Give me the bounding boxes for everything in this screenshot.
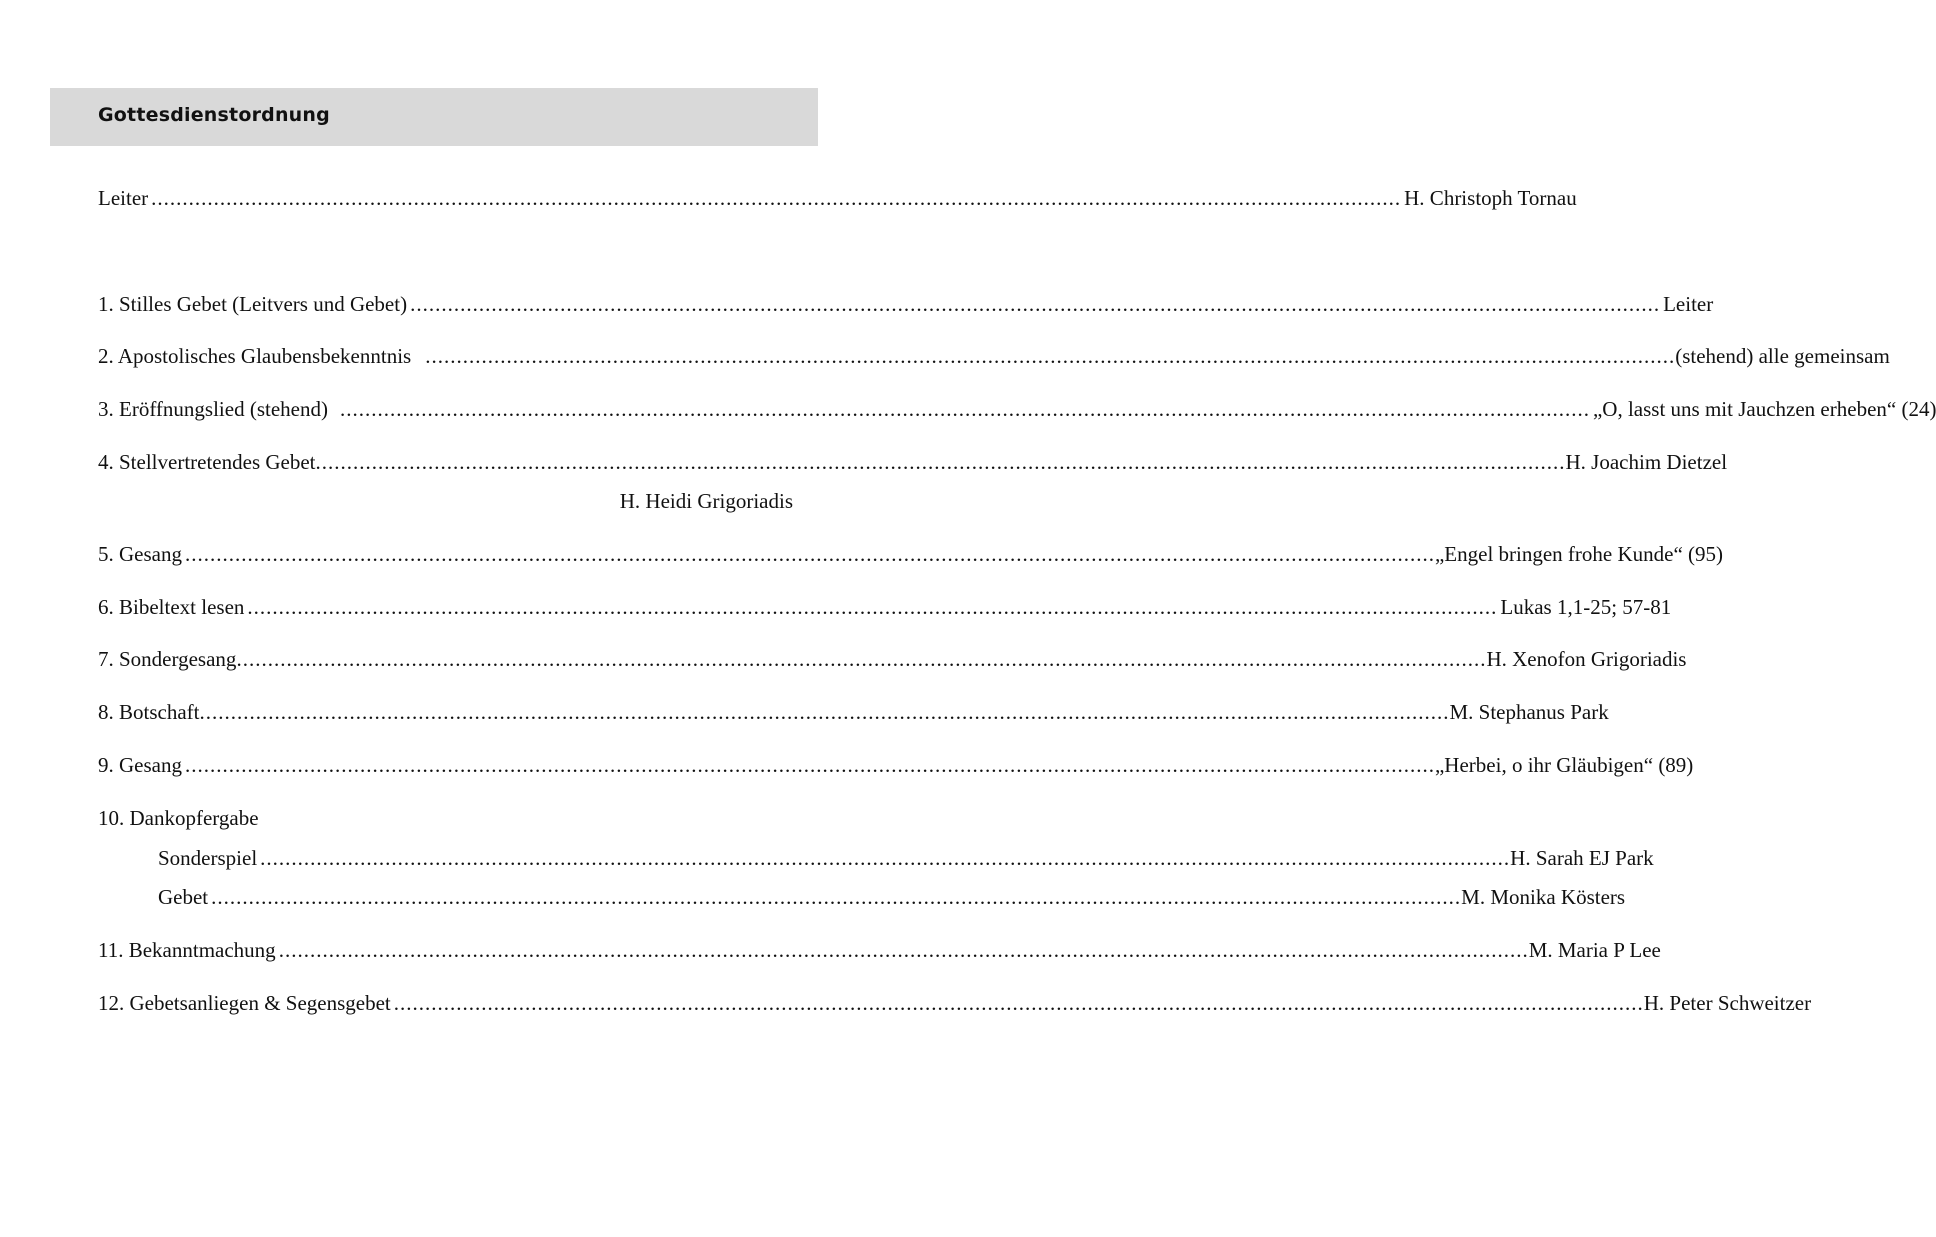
item-label: 2. Apostolisches Glaubensbekenntnis xyxy=(98,344,412,368)
leader-line xyxy=(98,185,1577,211)
item-label: 8. Botschaft xyxy=(98,700,200,724)
item-value: Leiter xyxy=(1663,292,1714,316)
dot-leader: ........................................................................................................................................................................................................ xyxy=(211,885,1462,909)
program-item xyxy=(98,449,1728,475)
dot-leader: ........................................................................................................................................................................................................ xyxy=(339,397,1590,421)
dot-leader: ........................................................................................................................................................................................................ xyxy=(151,186,1402,210)
dot-leader: ........................................................................................................................................................................................................ xyxy=(184,542,1435,566)
item-value: M. Stephanus Park xyxy=(1449,700,1609,724)
item-value: M. Maria P Lee xyxy=(1528,938,1661,962)
subitem-value: M. Monika Kösters xyxy=(1461,885,1626,909)
program-item xyxy=(98,594,1672,620)
item-value: (stehend) alle gemeinsam xyxy=(1675,344,1890,368)
item-label: 3. Eröffnungslied (stehend) xyxy=(98,397,328,421)
subitem-value: H. Sarah EJ Park xyxy=(1510,846,1654,870)
program-item xyxy=(98,937,1661,963)
dot-leader: ........................................................................................................................................................................................................ xyxy=(278,938,1529,962)
dot-leader: ........................................................................................................................................................................................................ xyxy=(410,292,1661,316)
dot-leader: ........................................................................................................................................................................................................ xyxy=(315,450,1566,474)
item-value: „O, lasst uns mit Jauchzen erheben“ (24) xyxy=(1592,397,1936,421)
item-label: 7. Sondergesang xyxy=(98,647,237,671)
item-value: H. Joachim Dietzel xyxy=(1565,450,1728,474)
item-value: „Herbei, o ihr Gläubigen“ (89) xyxy=(1434,753,1694,777)
dot-leader: ........................................................................................................................................................................................................ xyxy=(260,846,1511,870)
header-band xyxy=(50,88,818,146)
item-value-secondary: H. Heidi Grigoriadis xyxy=(619,489,793,513)
program-item xyxy=(98,752,1694,778)
item-label: 10. Dankopfergabe xyxy=(98,806,259,830)
subitem-label: Sonderspiel xyxy=(158,846,258,870)
item-label: 12. Gebetsanliegen & Segensgebet xyxy=(98,991,391,1015)
item-label: 4. Stellvertretendes Gebet xyxy=(98,450,316,474)
item-value: H. Xenofon Grigoriadis xyxy=(1486,647,1687,671)
leader-name: H. Christoph Tornau xyxy=(1404,186,1577,210)
program-item xyxy=(98,699,1609,725)
item-value: H. Peter Schweitzer xyxy=(1643,991,1812,1015)
item-value: Lukas 1,1-25; 57-81 xyxy=(1500,595,1672,619)
dot-leader: ........................................................................................................................................................................................................ xyxy=(425,344,1676,368)
item-label: 9. Gesang xyxy=(98,753,182,777)
program-item xyxy=(98,396,1936,422)
dot-leader: ........................................................................................................................................................................................................ xyxy=(184,753,1435,777)
item-label: 1. Stilles Gebet (Leitvers und Gebet) xyxy=(98,292,408,316)
program-item xyxy=(98,541,1724,567)
program-item xyxy=(98,646,1687,672)
dot-leader: ........................................................................................................................................................................................................ xyxy=(199,700,1450,724)
program-item xyxy=(98,291,1714,317)
dot-leader: ........................................................................................................................................................................................................ xyxy=(247,595,1498,619)
item-label: 6. Bibeltext lesen xyxy=(98,595,245,619)
program-item xyxy=(98,343,1890,369)
item-label: 5. Gesang xyxy=(98,542,182,566)
dot-leader: ........................................................................................................................................................................................................ xyxy=(393,991,1644,1015)
page-title: Gottesdienstordnung xyxy=(98,104,330,126)
program-subitem xyxy=(158,884,1626,910)
dot-leader: ........................................................................................................................................................................................................ xyxy=(236,647,1487,671)
item-label: 11. Bekanntmachung xyxy=(98,938,276,962)
item-value: „Engel bringen frohe Kunde“ (95) xyxy=(1434,542,1724,566)
subitem-label: Gebet xyxy=(158,885,209,909)
program-subitem xyxy=(158,845,1654,871)
leader-label: Leiter xyxy=(98,186,149,210)
program-item xyxy=(98,990,1812,1016)
